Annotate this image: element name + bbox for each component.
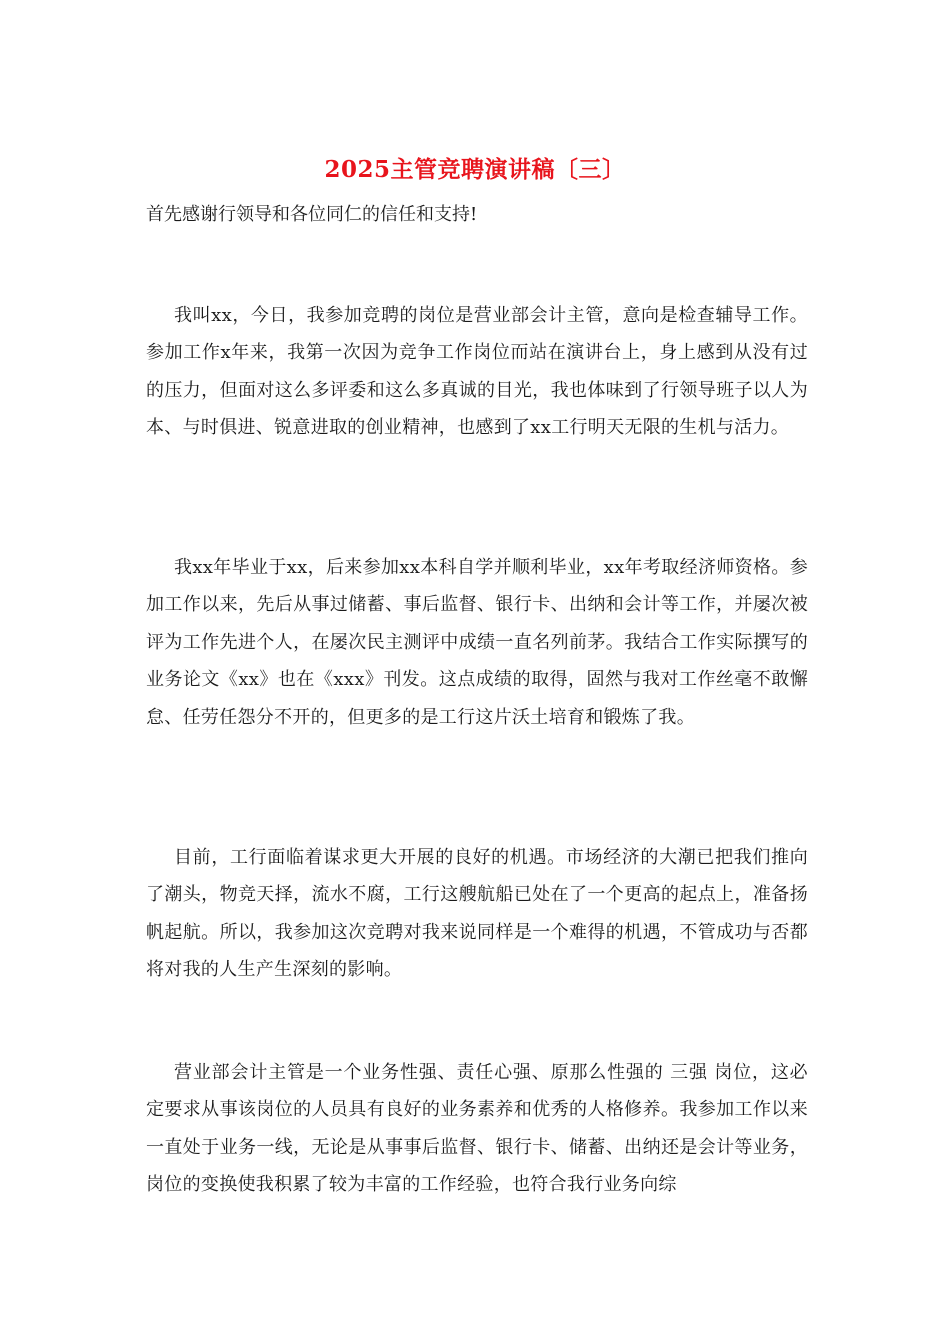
paragraph: 我叫xx，今日，我参加竞聘的岗位是营业部会计主管，意向是检查辅导工作。参加工作x年来，我第一次因为竞争工作岗位而站在演讲台上，身上感到从没有过的压力，但面对这么多评委和这么多真诚的目光，我也体味到了行领导班子以人为本、与时俱进、锐意进取的创业精神，也感到了xx工行明天无限的生机与活力。 bbox=[146, 305, 808, 439]
intro-text: 首先感谢行领导和各位同仁的信任和支持! bbox=[146, 204, 478, 225]
paragraph: 我xx年毕业于xx，后来参加xx本科自学并顺利毕业，xx年考取经济师资格。参加工作以来，先后从事过储蓄、事后监督、银行卡、出纳和会计等工作，并屡次被评为工作先进个人，在屡次民主测评中成绩一直名列前茅。我结合工作实际撰写的业务论文《xx》也在《xxx》刊发。这点成绩的取得，固然与我对工作丝毫不敢懈怠、任劳任怨分不开的，但更多的是工行这片沃土培育和锻炼了我。 bbox=[146, 557, 808, 728]
paragraph: 目前，工行面临着谋求更大开展的良好的机遇。市场经济的大潮已把我们推向了潮头，物竞天择，流水不腐，工行这艘航船已处在了一个更高的起点上，准备扬帆起航。所以，我参加这次竞聘对我来说同样是一个难得的机遇，不管成功与否都将对我的人生产生深刻的影响。 bbox=[146, 847, 808, 981]
paragraph: 营业部会计主管是一个业务性强、责任心强、原那么性强的 三强 岗位，这必定要求从事该岗位的人员具有良好的业务素养和优秀的人格修养。我参加工作以来一直处于业务一线，无论是从事事后监督、银行卡、储蓄、出纳还是会计等业务，岗位的变换使我积累了较为丰富的工作经验，也符合我行业务向综 bbox=[146, 1062, 808, 1196]
document-title: 2025主管竞聘演讲稿〔三〕 bbox=[324, 156, 626, 183]
